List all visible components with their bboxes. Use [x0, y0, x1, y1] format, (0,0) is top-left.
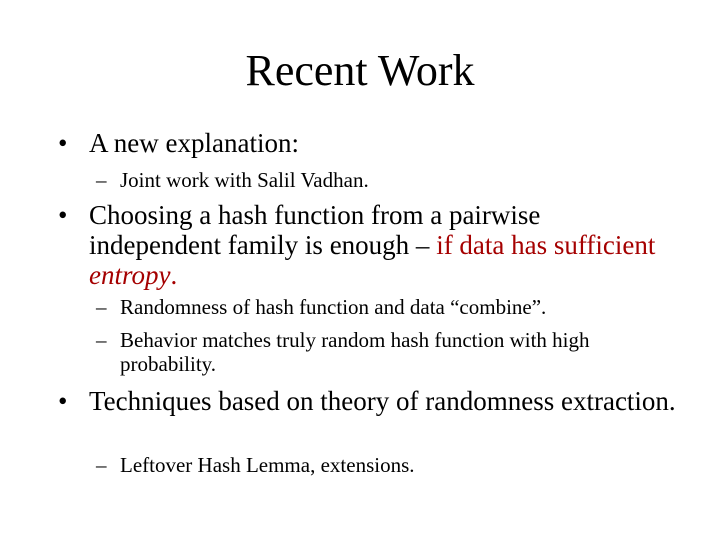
bullet-1-text: A new explanation: [89, 128, 299, 158]
bullet-1 [58, 128, 678, 158]
bullet-2-text [89, 200, 678, 290]
bullet-1-sub-1 [96, 168, 676, 192]
bullet-marker: • [58, 386, 68, 416]
dash-marker: – [96, 328, 107, 352]
bullet-2-text-entropy: entropy [89, 260, 171, 290]
dash-marker: – [96, 453, 107, 477]
bullet-2-sub-2-text: Behavior matches truly random hash function with high probability. [120, 328, 590, 376]
bullet-2 [58, 200, 678, 290]
dash-marker: – [96, 168, 107, 192]
bullet-marker: • [58, 200, 68, 230]
slide-title: Recent Work [245, 46, 475, 95]
bullet-2-text-plain: Choosing a hash function from a pairwise independent family is enough – [89, 200, 541, 260]
bullet-2-sub-1 [96, 295, 676, 319]
bullet-2-text-period: . [170, 260, 178, 290]
bullet-3-sub-1 [96, 453, 676, 477]
dash-marker: – [96, 295, 107, 319]
bullet-2-sub-1-text: Randomness of hash function and data “combine”. [120, 295, 547, 319]
bullet-3 [58, 386, 678, 416]
bullet-1-sub-1-text: Joint work with Salil Vadhan. [120, 168, 369, 192]
bullet-marker: • [58, 128, 68, 158]
bullet-2-text-highlight: if data has sufficient [436, 230, 656, 260]
bullet-3-sub-1-text: Leftover Hash Lemma, extensions. [120, 453, 415, 477]
bullet-3-text: Techniques based on theory of randomness extraction. [89, 386, 676, 416]
bullet-2-sub-2 [96, 328, 676, 376]
